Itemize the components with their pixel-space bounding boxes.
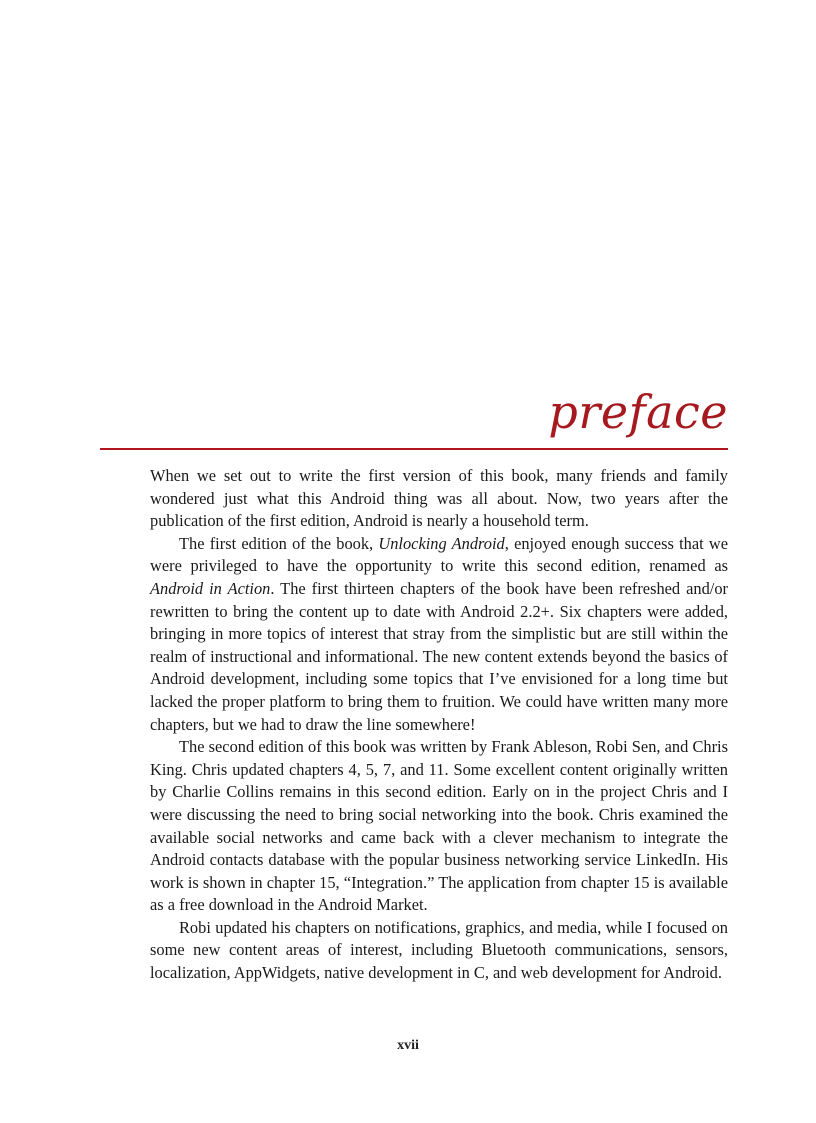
text-segment: Robi updated his chapters on notifications, graphics, and media, while I focused on some new content areas of interest, including Bluetooth communications, sensors, localization, AppWidgets, native development in C, and web development for Android.	[150, 917, 728, 983]
paragraph-3	[150, 736, 728, 917]
title-rule	[100, 448, 728, 450]
text-segment: . The first thirteen chapters of the book have been refreshed and/or rewritten to bring the content up to date with Android 2.2+. Six chapters were added, bringing in more topics of interest that stray from the simplistic but are still within the realm of instructional and informational. The new content extends beyond the basics of Android development, including some topics that I’ve envisioned for a long time but lacked the proper platform to bring them to fruition. We could have written many more chapters, but we had to draw the line somewhere!	[150, 578, 728, 734]
page-number: xvii	[397, 1038, 419, 1053]
text-segment: When we set out to write the first version of this book, many friends and family wondered just what this Android thing was all about. Now, two years after the publication of the first edition, Android is nearly a household term.	[150, 466, 728, 531]
book-title-android-in-action: Android in Action	[150, 578, 271, 598]
chapter-title: preface	[548, 385, 728, 439]
paragraph-1	[150, 465, 728, 533]
book-title-unlocking-android: Unlocking Android	[378, 533, 505, 553]
paragraph-4	[150, 917, 728, 985]
body-text	[150, 465, 728, 985]
text-segment: The second edition of this book was written by Frank Ableson, Robi Sen, and Chris King. Chris updated chapters 4, 5, 7, and 11. Some excellent content originally written by Charlie Collins remains in this second edition. Early on in the project Chris and I were discussing the need to bring social networking into the book. Chris examined the available social networks and came back with a clever mechanism to integrate the Android contacts database with the popular business networking service LinkedIn. His work is shown in chapter 15, “Integration.” The application from chapter 15 is available as a free download in the Android Market.	[150, 737, 728, 915]
paragraph-2	[150, 533, 728, 736]
text-segment: , enjoyed enough success that we were privileged to have the opportunity to write this second edition, renamed as	[150, 533, 728, 576]
text-segment: The first edition of the book,	[179, 533, 379, 553]
